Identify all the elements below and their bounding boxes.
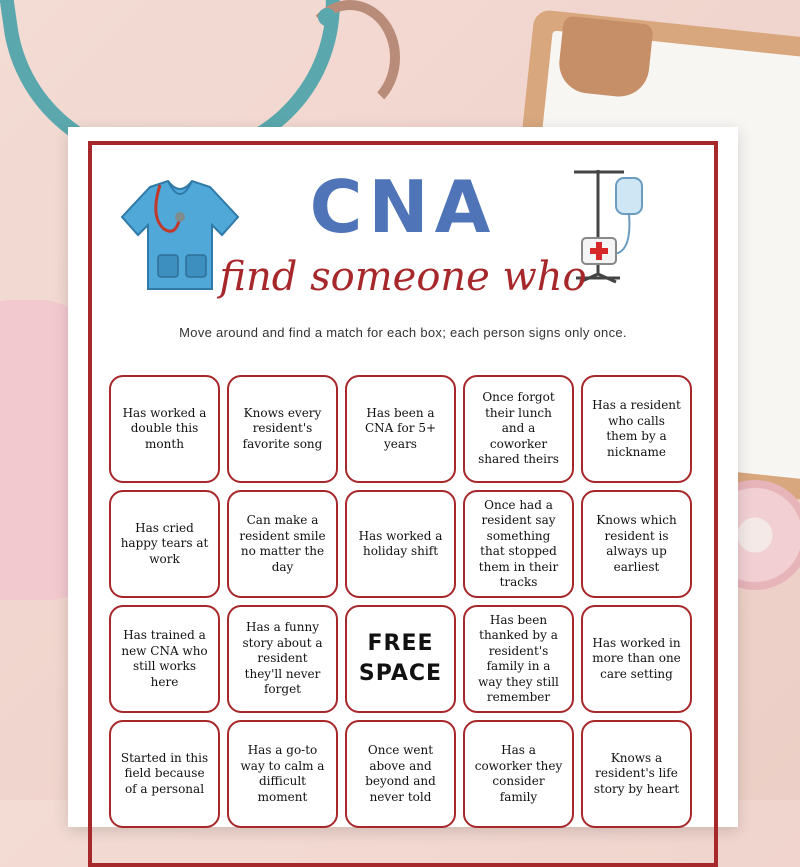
bingo-cell[interactable]: Once went above and beyond and never told — [345, 720, 456, 828]
page-title: CNA — [309, 165, 497, 249]
bingo-cell[interactable]: Has cried happy tears at work — [109, 490, 220, 598]
bingo-cell[interactable]: Started in this field because of a personal — [109, 720, 220, 828]
bingo-cell[interactable]: Once forgot their lunch and a coworker shared theirs — [463, 375, 574, 483]
bingo-cell[interactable]: Has worked in more than one care setting — [581, 605, 692, 713]
bingo-cell[interactable]: Has a funny story about a resident they'll never forget — [227, 605, 338, 713]
bingo-cell[interactable]: Has trained a new CNA who still works here — [109, 605, 220, 713]
instructions-text: Move around and find a match for each box; each person signs only once. — [179, 325, 627, 340]
bingo-cell[interactable]: Has worked a double this month — [109, 375, 220, 483]
stethoscope-tip — [318, 8, 336, 26]
bingo-cell[interactable]: Knows every resident's favorite song — [227, 375, 338, 483]
bingo-cell[interactable]: Has a resident who calls them by a nickname — [581, 375, 692, 483]
bingo-sheet — [68, 127, 738, 827]
bingo-cell[interactable]: Has a coworker they consider family — [463, 720, 574, 828]
bingo-cell[interactable]: Has a go-to way to calm a difficult moment — [227, 720, 338, 828]
page-subtitle: find someone who — [219, 254, 587, 300]
bingo-cell[interactable]: Has worked a holiday shift — [345, 490, 456, 598]
stethoscope-earpiece — [300, 0, 400, 115]
bingo-cell[interactable]: Has been a CNA for 5+ years — [345, 375, 456, 483]
bingo-cell[interactable]: Has been thanked by a resident's family in a way they still remember — [463, 605, 574, 713]
bingo-grid — [109, 375, 693, 828]
bingo-cell[interactable]: Can make a resident smile no matter the day — [227, 490, 338, 598]
free-space-cell[interactable]: FREE SPACE — [345, 605, 456, 713]
clipboard-clip — [556, 16, 653, 100]
bingo-cell[interactable]: Knows which resident is always up earliest — [581, 490, 692, 598]
bingo-cell[interactable]: Once had a resident say something that stopped them in their tracks — [463, 490, 574, 598]
bingo-cell[interactable]: Knows a resident's life story by heart — [581, 720, 692, 828]
